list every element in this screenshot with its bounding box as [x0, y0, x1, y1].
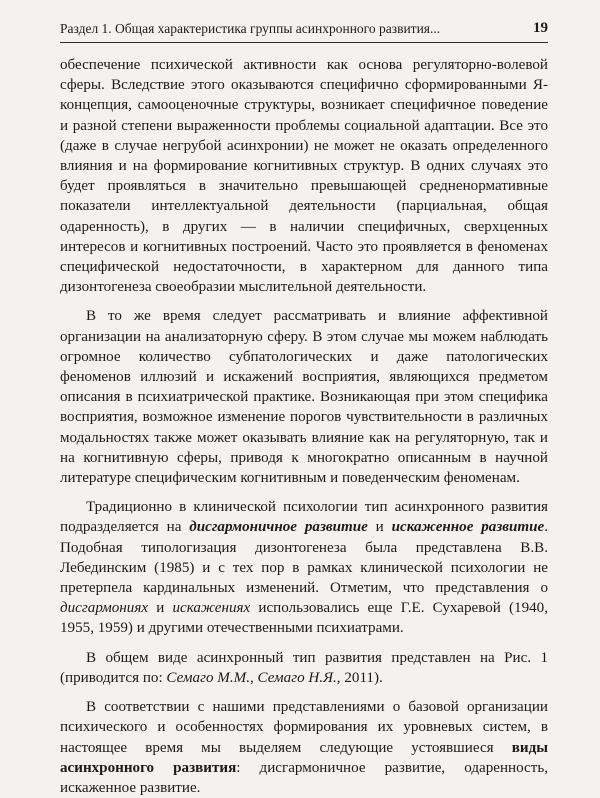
- text-run: В общем виде асинхронный тип развития представлен на Рис. 1 (приводится по:: [60, 649, 548, 686]
- running-title: Раздел 1. Общая характеристика группы асинхронного развития...: [60, 21, 441, 36]
- paragraph-1: обеспечение психической активности как основа регуляторно-волевой сферы. Вследствие этого оказываются специфично сформированными Я-концепция, самооценочные структуры, возникает специфичное поведение и разной степени выраженности проблемы социальной адаптации. Все это (даже в случае негрубой асинхронии) не может не оказать определенного влияния и на формирование когнитивных структур. В одних случаях это будет проявляться в значительно превышающей средненормативные показатели интеллектуальной деятельности (парциальная, общая одаренность), в других — в наличии специфичных, сверхценных интересов и когнитивных построений. Часто это проявляется в феноменах специфической недостаточности, в характерном для данного типа дизонтогенеза своеобразии мыслительной деятельности.: [60, 57, 548, 296]
- text-run: . Подобная типологизация дизонтогенеза была представлена В.В. Лебединским (1985) и с тех пор в рамках клинической психологии не претерпела кардинальных изменений. Отметим, что представления о: [60, 519, 548, 597]
- text-run: ,: [250, 669, 258, 686]
- paragraph-4: [60, 648, 548, 688]
- running-header: [60, 20, 548, 43]
- term-disharmonies: дисгармониях: [60, 600, 149, 617]
- reference-author-1: Семаго М.М.: [166, 669, 250, 686]
- term-async-development-types: виды асинхронного развития: [60, 739, 548, 776]
- text-run: и: [367, 519, 392, 536]
- page-body: [60, 55, 548, 798]
- text-run: Традиционно в клинической психологии тип асинхронного развития подразделяется на: [60, 499, 548, 536]
- paragraph-5: [60, 697, 548, 798]
- text-run: и: [148, 600, 173, 617]
- term-distorted-development: искаженное развитие: [391, 519, 545, 536]
- text-run: : дисгармоничное развитие, одаренность, искаженное развитие.: [60, 759, 549, 796]
- text-run: В соответствии с нашими представлениями о базовой организации психического и особенностях формирования их уровневых систем, в настоящее время мы выделяем следующие устоявшиеся: [60, 699, 548, 756]
- term-disharmonic-development: дисгармоничное развитие: [189, 519, 368, 536]
- term-distortions: искажениях: [172, 600, 251, 617]
- text-run: , 2011).: [336, 669, 383, 686]
- page-number: 19: [533, 20, 548, 36]
- paragraph-2: В то же время следует рассматривать и влияние аффективной организации на анализаторную сферу. В этом случае мы можем наблюдать огромное количество субпатологических и даже патологических феноменов иллюзий и искажений восприятия, являющихся предметом описания в психиатрической практике. Возникающая при этом специфика восприятия, возможное изменение порогов чувствительности в различных модальностях также может оказывать влияние как на регуляторную, так и на когнитивную сферы, приводя к многократно описанным в научной литературе специфическим когнитивным и поведенческим феноменам.: [60, 308, 548, 487]
- reference-author-2: Семаго Н.Я.: [257, 669, 337, 686]
- paragraph-3: [60, 497, 548, 638]
- text-run: использовались еще Г.Е. Сухаревой (1940, 1955, 1959) и другими отечественными психиатрами.: [60, 600, 549, 637]
